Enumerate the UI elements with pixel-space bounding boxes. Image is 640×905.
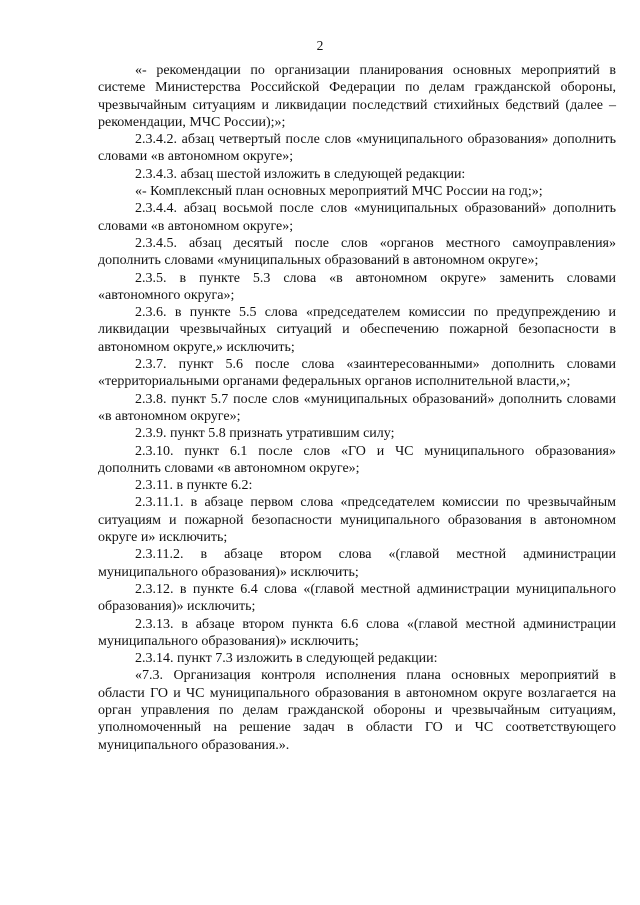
paragraph-2-3-14: 2.3.14. пункт 7.3 изложить в следующей редакции: bbox=[135, 651, 438, 667]
paragraph-2-3-10: 2.3.10. пункт 6.1 после слов «ГО и ЧС муниципального образования» дополнить словами «в автономном округе»; bbox=[98, 443, 616, 476]
paragraph-2-3-7: 2.3.7. пункт 5.6 после слова «заинтересованными» дополнить словами «территориальными органами федеральных органов исполнительной власти,»; bbox=[98, 357, 616, 390]
paragraph-complex-plan: «- Комплексный план основных мероприятий МЧС России на год;»; bbox=[135, 184, 543, 200]
paragraph-2-3-11-2: 2.3.11.2. в абзаце втором слова «(главой местной администрации муниципального образования)» исключить; bbox=[98, 547, 616, 580]
paragraph-2-3-12: 2.3.12. в пункте 6.4 слова «(главой местной администрации муниципального образования)» исключить; bbox=[98, 581, 616, 615]
paragraph-2-3-11-1: 2.3.11.1. в абзаце первом слова «председателем комиссии по чрезвычайным ситуациям и пожарной безопасности муниципального образования в автономном округе и» исключить; bbox=[98, 495, 616, 546]
paragraph-2-3-13: 2.3.13. в абзаце втором пункта 6.6 слова «(главой местной администрации муниципального образования)» исключить; bbox=[98, 616, 616, 649]
paragraph-2-3-11: 2.3.11. в пункте 6.2: bbox=[135, 478, 253, 494]
paragraph-2-3-4-3: 2.3.4.3. абзац шестой изложить в следующей редакции: bbox=[135, 166, 466, 182]
document-body bbox=[98, 62, 616, 754]
paragraph-2-3-5: 2.3.5. в пункте 5.3 слова «в автономном округе» заменить словами «автономного округа»; bbox=[98, 270, 616, 303]
paragraph-2-3-4-4: 2.3.4.4. абзац восьмой после слов «муниципальных образований» дополнить словами «в автономном округе»; bbox=[98, 201, 616, 234]
paragraph-2-3-6: 2.3.6. в пункте 5.5 слова «председателем комиссии по предупреждению и ликвидации чрезвычайных ситуаций и обеспечению пожарной безопасности в автономном округе,» исключить; bbox=[98, 305, 616, 355]
paragraph-recommendations: «- рекомендации по организации планирования основных мероприятий в системе Министерства Российской Федерации по делам гражданской обороны, чрезвычайным ситуациям и ликвидации последствий стихийных бедствий (далее – рекомендации, МЧС России);»; bbox=[98, 63, 616, 130]
paragraph-2-3-4-2: 2.3.4.2. абзац четвертый после слов «муниципального образования» дополнить словами «в автономном округе»; bbox=[98, 132, 616, 165]
paragraph-2-3-8: 2.3.8. пункт 5.7 после слов «муниципальных образований» дополнить словами «в автономном округе»; bbox=[98, 391, 616, 424]
paragraph-2-3-4-5: 2.3.4.5. абзац десятый после слов «органов местного самоуправления» дополнить словами «муниципальных образований в автономном округе»; bbox=[98, 235, 616, 269]
paragraph-2-3-9: 2.3.9. пункт 5.8 признать утратившим силу; bbox=[135, 426, 395, 442]
page-number: 2 bbox=[316, 38, 324, 53]
paragraph-7-3-text: «7.3. Организация контроля исполнения плана основных мероприятий в области ГО и ЧС муниципального образования в автономном округе возлагается на орган управления по делам гражданской обороны и чрезвычайным ситуациям, уполномоченный на решение задач в области ГО и ЧС соответствующего муниципального образования.». bbox=[98, 668, 616, 753]
